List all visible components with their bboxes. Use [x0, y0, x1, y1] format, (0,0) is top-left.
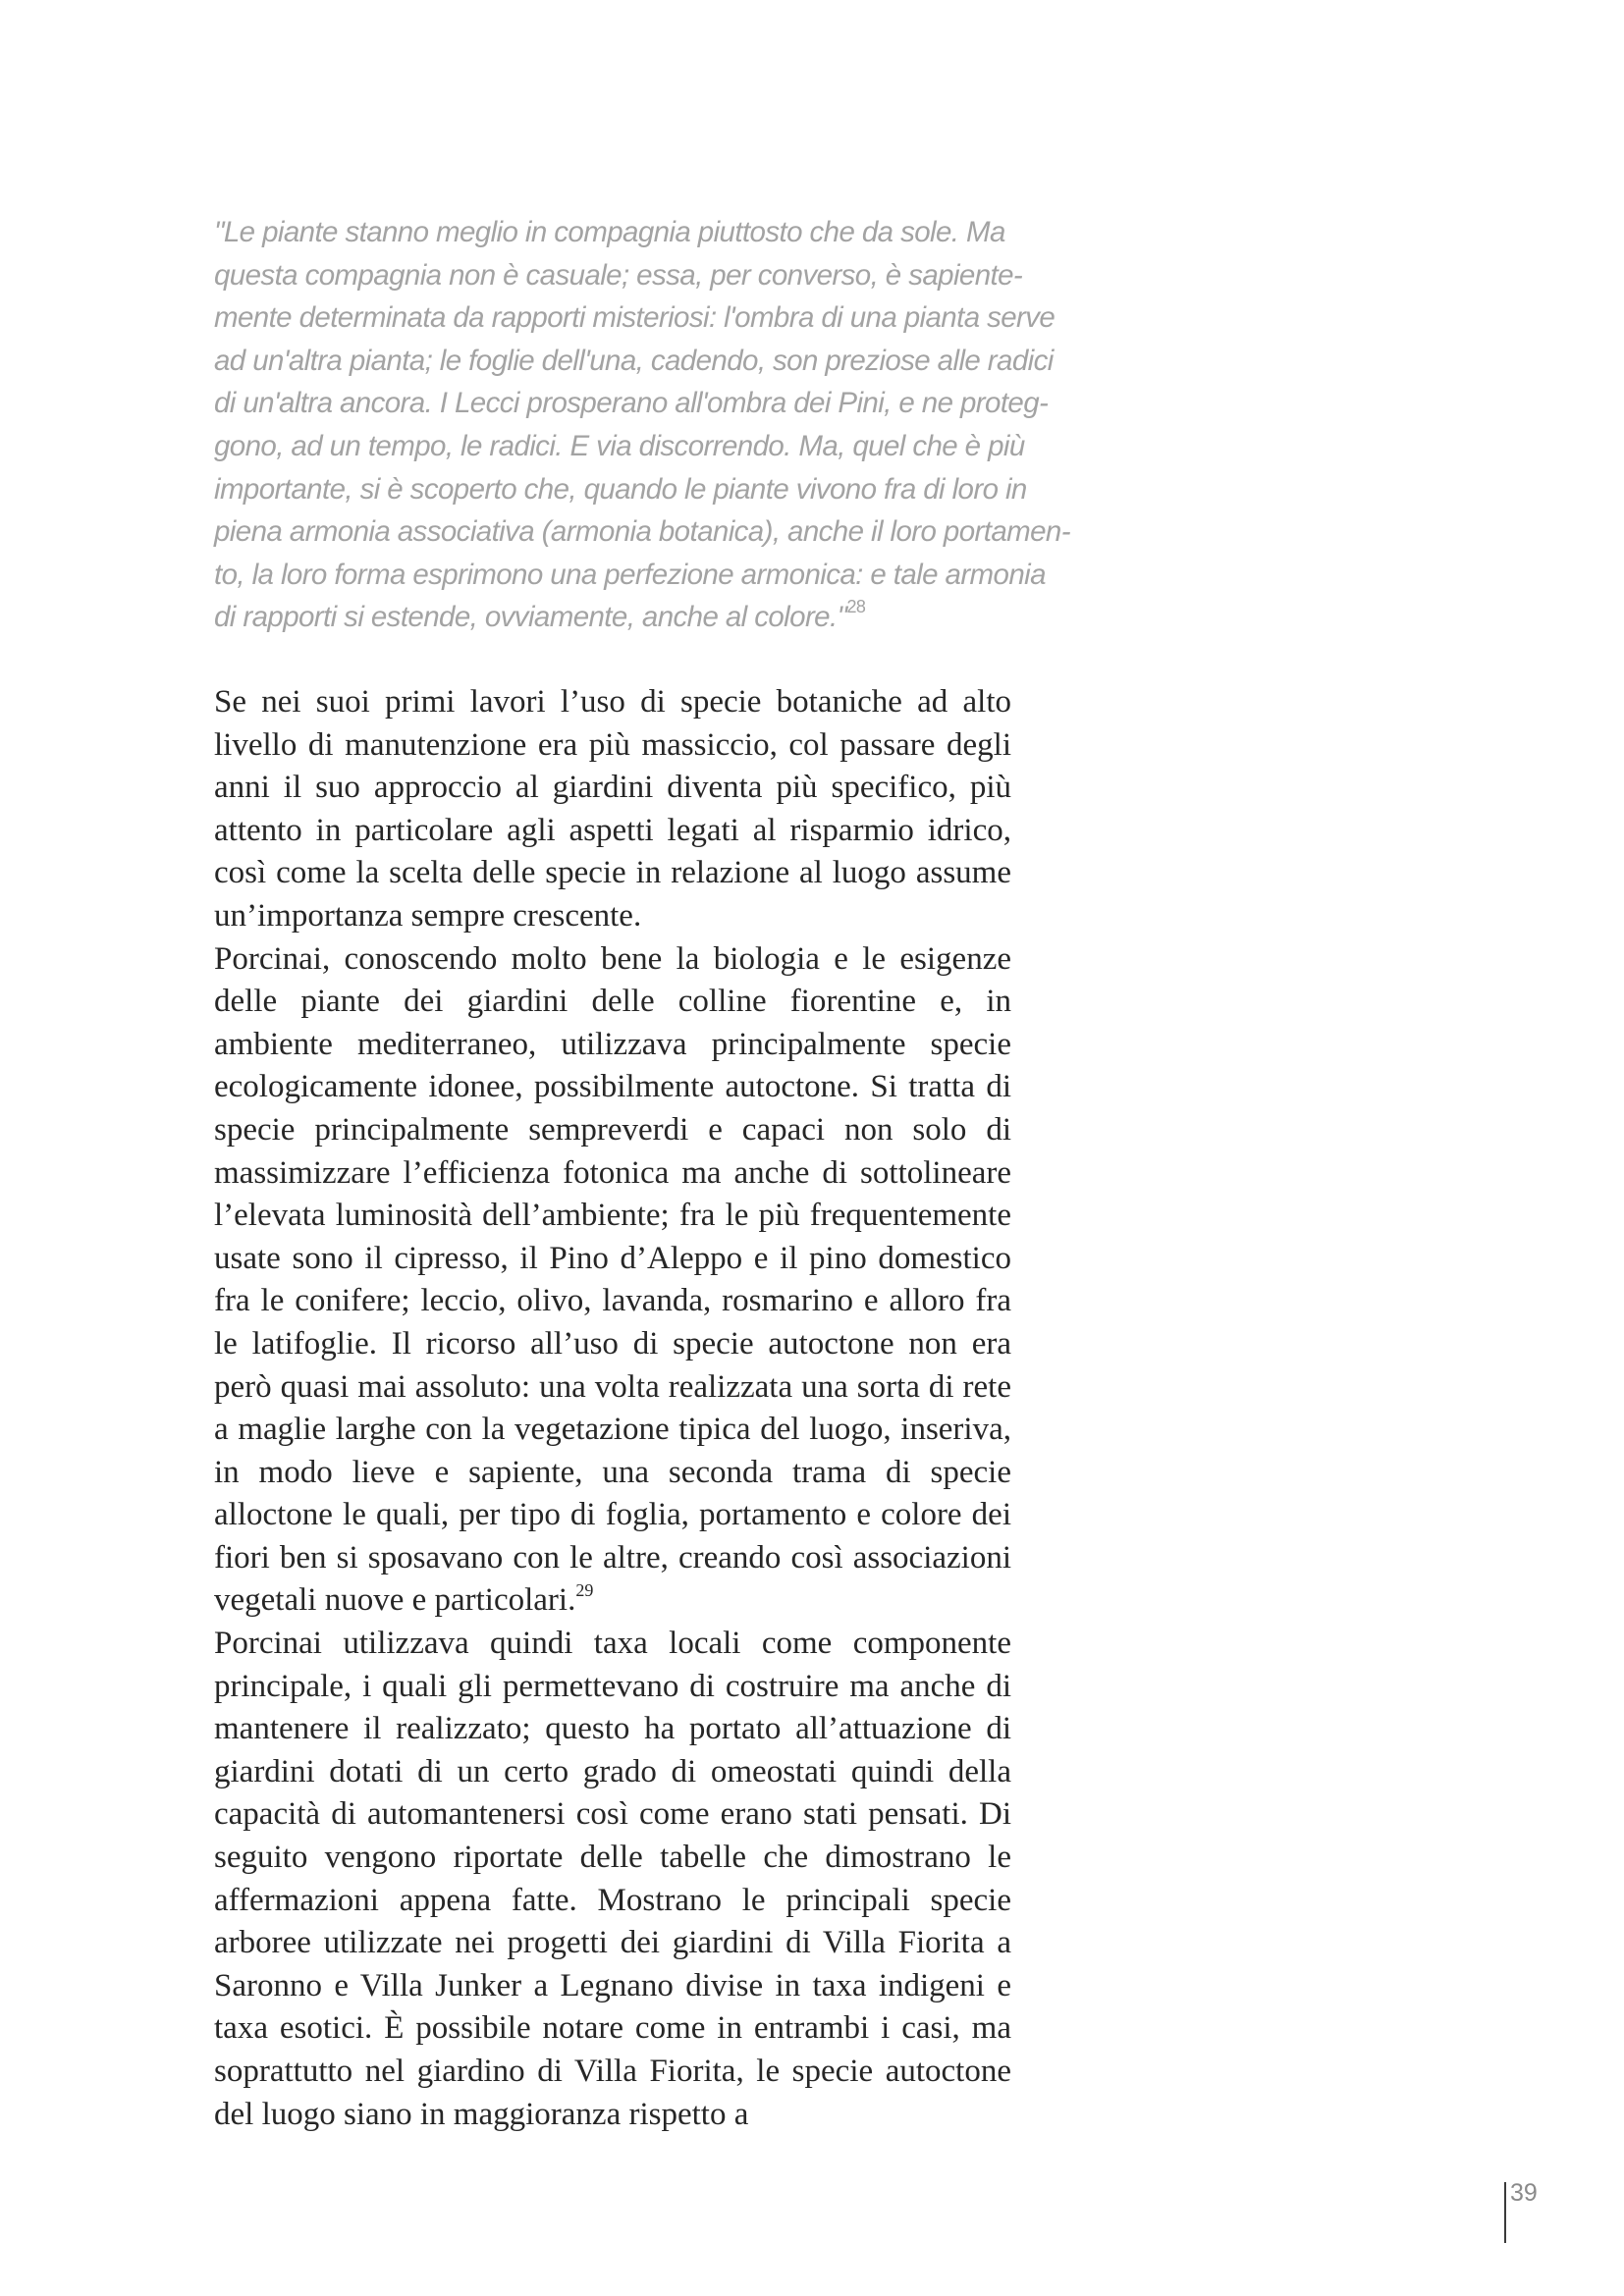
quote-line: questa compagnia non è casuale; essa, per converso, è sapiente-	[214, 258, 1023, 292]
paragraph: Porcinai utilizzava quindi taxa locali come componente principale, i quali gli permettevano di costruire ma anche di mantenere il realizzato; questo ha portato all’attuazione di giardini dotati di un certo grado di omeostati quindi della capacità di automantenersi così come erano stati pensati. Di seguito vengono riportate delle tabelle che dimostrano le affermazioni appena fatte. Mostrano le principali specie arboree utilizzate nei progetti dei giardini di Villa Fiorita a Saronno e Villa Junker a Legnano divise in taxa indigeni e taxa esotici. È possibile notare come in entrambi i casi, ma soprattutto nel giardino di Villa Fiorita, le specie autoctone del luogo siano in maggioranza rispetto a	[214, 1626, 1011, 2132]
paragraph: Se nei suoi primi lavori l’uso di specie botaniche ad alto livello di manutenzione era più massiccio, col passare degli anni il suo approccio al giardini diventa più specifico, più attento in particolare agli aspetti legati al risparmio idrico, così come la scelta delle specie in relazione al luogo assume un’importanza sempre crescente.	[214, 684, 1011, 934]
page-number: 39	[1510, 2179, 1538, 2207]
paragraph	[214, 938, 1011, 1624]
quote-line: importante, si è scoperto che, quando le piante vivono fra di loro in	[214, 472, 1027, 506]
quote-line: mente determinata da rapporti misteriosi: l'ombra di una pianta serve	[214, 301, 1056, 335]
quote-line: ad un'altra pianta; le foglie dell'una, cadendo, son preziose alle radici	[214, 344, 1054, 377]
quote-line: to, la loro forma esprimono una perfezione armonica: e tale armonia	[214, 558, 1046, 591]
body-text	[214, 681, 1011, 2136]
block-quote	[214, 211, 1070, 639]
quote-line: di un'altra ancora. I Lecci prosperano all'ombra dei Pini, e ne proteg-	[214, 387, 1049, 420]
page-number-rule	[1504, 2182, 1506, 2243]
quote-line: gono, ad un tempo, le radici. E via discorrendo. Ma, quel che è più	[214, 429, 1025, 462]
paragraph-text: Porcinai, conoscendo molto bene la biologia e le esigenze delle piante dei giardini delle colline fiorentine e, in ambiente mediterraneo, utilizzava principalmente specie ecologicamente idonee, possibilmente autoctone. Si tratta di specie principalmente sempreverdi e capaci non solo di massimizzare l’efficienza fotonica ma anche di sottolineare l’elevata luminosità dell’ambiente; fra le più frequentemente usate sono il cipresso, il Pino d’Aleppo e il pino domestico fra le conifere; leccio, olivo, lavanda, rosmarino e alloro fra le latifoglie. Il ricorso all’uso di specie autoctone non era però quasi mai assoluto: una volta realizzata una sorta di rete a maglie larghe con la vegetazione tipica del luogo, inseriva, in modo lieve e sapiente, una seconda trama di specie alloctone le quali, per tipo di foglia, portamento e colore dei fiori ben si sposavano con le altre, creando così associazioni vegetali nuove e particolari.	[214, 940, 1011, 1619]
quote-last-line	[214, 596, 1011, 639]
quote-line: di rapporti si estende, ovviamente, anche al colore."	[214, 601, 847, 634]
quote-line: "Le piante stanno meglio in compagnia piuttosto che da sole. Ma	[214, 216, 1005, 248]
quote-line: piena armonia associativa (armonia botanica), anche il loro portamen-	[214, 515, 1070, 549]
footnote-ref: 29	[575, 1580, 594, 1601]
footnote-ref: 28	[846, 597, 866, 617]
